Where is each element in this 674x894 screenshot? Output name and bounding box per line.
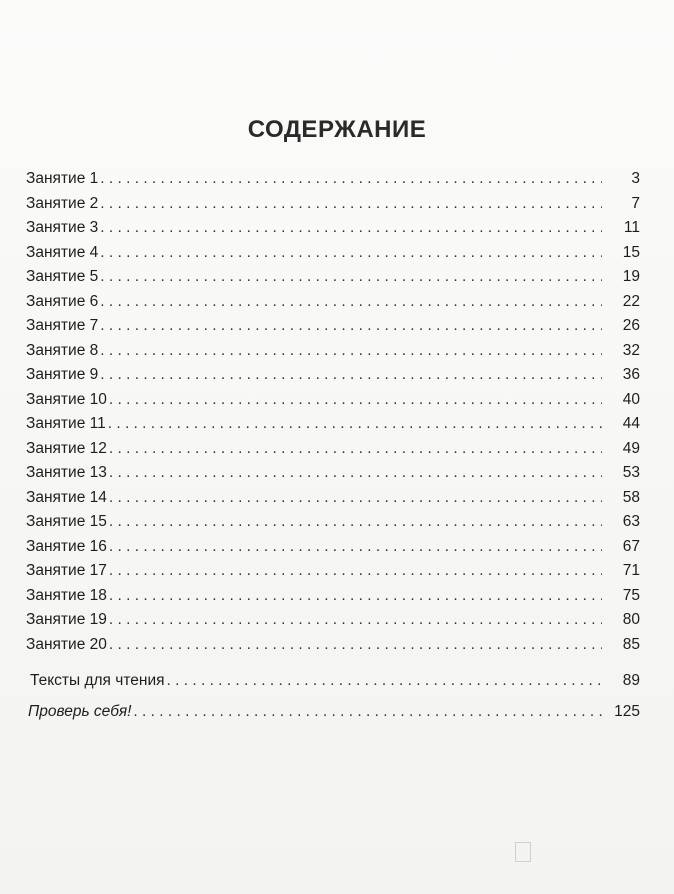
- toc-entry-page: 125: [614, 703, 640, 720]
- dot-leader: [100, 293, 602, 311]
- dot-leader: [100, 317, 602, 335]
- toc-entry-page: 7: [631, 194, 640, 212]
- dot-leader: [109, 513, 602, 531]
- toc-entry-label: Занятие 11: [26, 415, 106, 432]
- toc-entry-label: Проверь себя!: [28, 703, 132, 720]
- toc-entry: [26, 244, 640, 266]
- toc-entry-label: Занятие 4: [26, 243, 99, 261]
- toc-entry-page: 40: [622, 390, 640, 408]
- toc-entry: [26, 391, 640, 413]
- dot-leader: [109, 440, 602, 458]
- toc-entry: [26, 636, 640, 658]
- toc-entry-label: Занятие 3: [26, 219, 99, 236]
- toc-entry-label: Занятие 20: [26, 635, 107, 653]
- toc-entry-page: 80: [622, 611, 640, 628]
- dot-leader: [109, 562, 602, 580]
- page-title: СОДЕРЖАНИЕ: [247, 116, 427, 143]
- toc-entry-page: 32: [622, 341, 640, 359]
- toc-entry: [26, 293, 640, 315]
- toc-entry-page: 89: [622, 672, 640, 689]
- toc-entry-label: Занятие 1: [26, 170, 99, 187]
- dot-leader: [109, 587, 602, 605]
- toc-entry-label: Тексты для чтения: [30, 672, 165, 689]
- toc-entry-label: Занятие 6: [26, 292, 99, 310]
- toc-entry: [26, 342, 640, 364]
- toc-entry: [26, 440, 640, 462]
- toc-entry: [26, 415, 640, 437]
- toc-entry-label: Занятие 12: [26, 439, 107, 457]
- toc-entry: [26, 587, 640, 609]
- dot-leader: [100, 219, 602, 237]
- toc-entry: [26, 170, 640, 192]
- toc-entry: [26, 489, 640, 511]
- dot-leader: [109, 538, 602, 556]
- dot-leader: [108, 415, 602, 433]
- toc-entry-page: 58: [622, 488, 640, 506]
- toc-entry-page: 19: [622, 268, 640, 285]
- dot-leader: [109, 489, 602, 507]
- toc-entry-page: 75: [622, 586, 640, 604]
- toc-entry-label: Занятие 17: [26, 562, 107, 579]
- toc-entry-self-check: [26, 703, 640, 725]
- toc-entry-label: Занятие 15: [26, 513, 107, 530]
- toc-entry-page: 67: [622, 537, 640, 555]
- dot-leader: [100, 195, 602, 213]
- toc-entry-label: Занятие 19: [26, 611, 107, 628]
- toc-entry-label: Занятие 5: [26, 268, 99, 285]
- toc-entry-page: 44: [622, 415, 640, 432]
- toc-entry-page: 11: [623, 219, 640, 236]
- toc-entry-label: Занятие 14: [26, 488, 107, 506]
- toc-entry-page: 36: [622, 366, 640, 383]
- dot-leader: [100, 268, 602, 286]
- toc-entry-label: Занятие 9: [26, 366, 99, 383]
- dot-leader: [100, 170, 602, 188]
- dot-leader: [100, 244, 602, 262]
- dot-leader: [109, 611, 602, 629]
- toc-entry-page: 85: [622, 635, 640, 653]
- corner-mark-icon: [515, 842, 531, 862]
- toc-entry-label: Занятие 2: [26, 194, 99, 212]
- toc-entry-page: 49: [622, 439, 640, 457]
- toc-entry-page: 15: [622, 243, 640, 261]
- toc-entry: [26, 317, 640, 339]
- toc-entry-page: 71: [622, 562, 640, 579]
- dot-leader: [167, 672, 603, 690]
- toc-entry-label: Занятие 7: [26, 317, 99, 334]
- toc-entry: [26, 219, 640, 241]
- toc-entry-label: Занятие 13: [26, 464, 107, 481]
- dot-leader: [109, 391, 602, 409]
- dot-leader: [100, 342, 602, 360]
- toc-entry: [26, 513, 640, 535]
- toc-entry: [26, 538, 640, 560]
- toc-entry-label: Занятие 16: [26, 537, 107, 555]
- toc-entry-label: Занятие 10: [26, 390, 107, 408]
- dot-leader: [133, 703, 602, 721]
- dot-leader: [109, 636, 602, 654]
- bleed-through-text: [180, 28, 500, 98]
- toc-entry: [26, 562, 640, 584]
- toc-entry-page: 26: [622, 317, 640, 334]
- toc-entry: [26, 611, 640, 633]
- dot-leader: [100, 366, 602, 384]
- dot-leader: [109, 464, 602, 482]
- toc-entry-label: Занятие 18: [26, 586, 107, 604]
- toc-entry-texts: [26, 672, 640, 694]
- toc-entry-page: 22: [622, 292, 640, 310]
- toc-entry-page: 3: [631, 170, 640, 187]
- toc-entry-page: 53: [622, 464, 640, 481]
- toc-entry: [26, 195, 640, 217]
- toc-entry-page: 63: [622, 513, 640, 530]
- toc-entry-label: Занятие 8: [26, 341, 99, 359]
- toc-entry: [26, 366, 640, 388]
- toc-entry: [26, 268, 640, 290]
- toc-entry: [26, 464, 640, 486]
